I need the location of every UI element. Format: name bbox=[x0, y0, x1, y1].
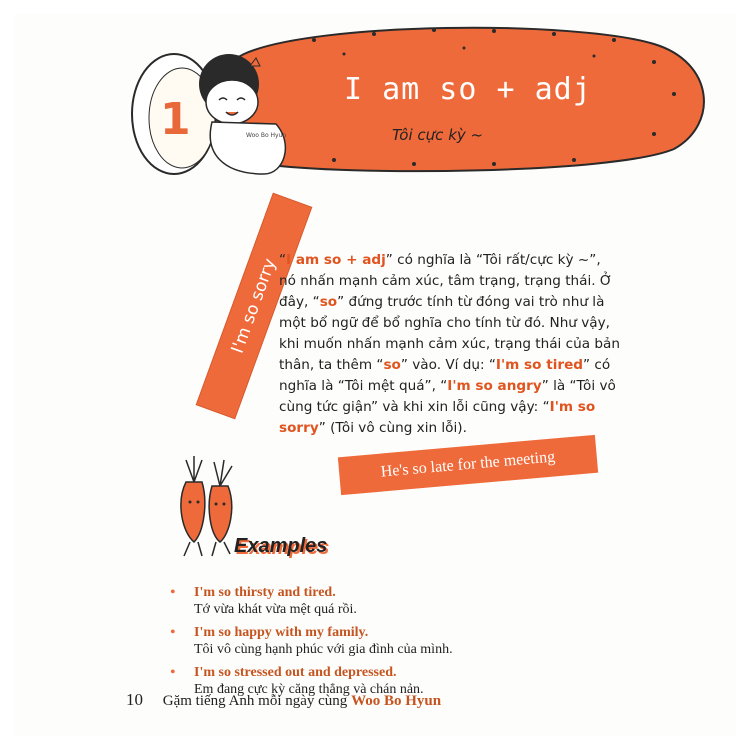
example-english: I'm so thirsty and tired. bbox=[194, 585, 336, 600]
examples-list bbox=[164, 584, 453, 704]
paragraph-text: ” vào. Ví dụ: “ bbox=[400, 357, 496, 373]
explanation-paragraph bbox=[279, 250, 621, 439]
highlight-text: I'm so angry bbox=[447, 378, 542, 394]
highlight-text: I'm so sorry bbox=[279, 399, 596, 436]
example-english: I'm so happy with my family. bbox=[194, 625, 369, 640]
book-page bbox=[14, 14, 736, 736]
paragraph-text: “ bbox=[279, 252, 287, 268]
example-english: I'm so stressed out and depressed. bbox=[194, 665, 397, 680]
highlight-text: I am so + adj bbox=[286, 252, 386, 268]
example-vietnamese: Tôi vô cùng hạnh phúc với gia đình của mình. bbox=[194, 642, 453, 657]
paragraph-text: ” là “Tôi vô cùng tức giận” và khi xin lỗi cũng vậy: “ bbox=[279, 378, 616, 415]
paragraph-text: ” có nghĩa là “Tôi mệt quá”, “ bbox=[279, 357, 611, 394]
list-item bbox=[164, 624, 453, 658]
chapter-number: 1 bbox=[160, 94, 191, 145]
paragraph-text: ” có nghĩa là “Tôi rất/cực kỳ ~”, nó nhấn mạnh cảm xúc, tâm trạng, trạng thái. Ở đây, “ bbox=[279, 252, 613, 310]
highlight-text: so bbox=[319, 294, 338, 310]
chapter-subtitle: Tôi cực kỳ ~ bbox=[392, 126, 484, 144]
bullet-icon: • bbox=[170, 584, 176, 601]
page-number: 10 bbox=[126, 690, 143, 709]
highlight-text: I'm so tired bbox=[495, 357, 584, 373]
example-vietnamese: Em đang cực kỳ căng thẳng và chán nản. bbox=[194, 682, 424, 697]
footer-brand: Woo Bo Hyun bbox=[351, 693, 442, 709]
paragraph-text: ” đứng trước tính từ đóng vai trò như là một bổ ngữ để bổ nghĩa cho tính từ đó. Như vậy, khi muốn nhấn mạnh cảm xúc, trạng thái của bản thân, ta thêm “ bbox=[279, 294, 620, 373]
illustration-signature: Woo Bo Hyun bbox=[246, 132, 287, 139]
example-banner-text: He's so late for the meeting bbox=[380, 448, 556, 481]
footer-text: Gặm tiếng Anh mỗi ngày cùng bbox=[162, 693, 348, 709]
bullet-icon: • bbox=[170, 664, 176, 681]
example-banner bbox=[338, 435, 598, 495]
paragraph-text: ” (Tôi vô cùng xin lỗi). bbox=[318, 420, 467, 436]
chapter-title: I am so + adj bbox=[344, 72, 592, 107]
example-vietnamese: Tớ vừa khát vừa mệt quá rồi. bbox=[194, 602, 357, 617]
examples-label: Examples bbox=[234, 535, 328, 557]
bullet-icon: • bbox=[170, 624, 176, 641]
side-banner-text: I'm so sorry bbox=[227, 255, 281, 357]
page-footer bbox=[126, 690, 441, 710]
list-item bbox=[164, 584, 453, 618]
highlight-text: so bbox=[383, 357, 401, 373]
